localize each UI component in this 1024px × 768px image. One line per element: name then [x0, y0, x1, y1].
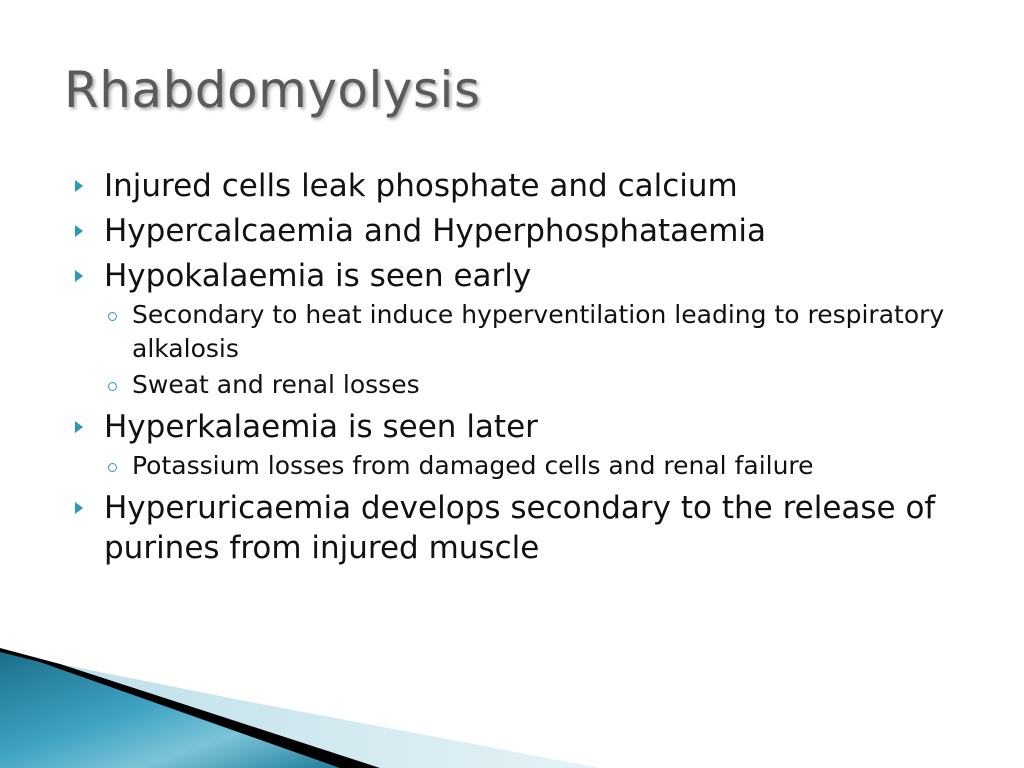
bullet-text: Hypercalcaemia and Hyperphosphataemia: [104, 213, 767, 249]
slide-title: Rhabdomyolysis: [64, 61, 481, 119]
sub-bullet-text: Secondary to heat induce hyperventilation leading to respiratory alkalosis: [132, 300, 945, 363]
bullet-text: Injured cells leak phosphate and calcium: [104, 168, 738, 204]
sub-bullet-text: Sweat and renal losses: [132, 370, 420, 399]
bullet-text: Hyperuricaemia develops secondary to the release of purines from injured muscle: [104, 490, 936, 566]
bullet-text: Hypokalaemia is seen early: [104, 258, 532, 294]
bullet-text: Hyperkalaemia is seen later: [104, 409, 538, 445]
sub-bullet-text: Potassium losses from damaged cells and renal failure: [132, 451, 814, 480]
